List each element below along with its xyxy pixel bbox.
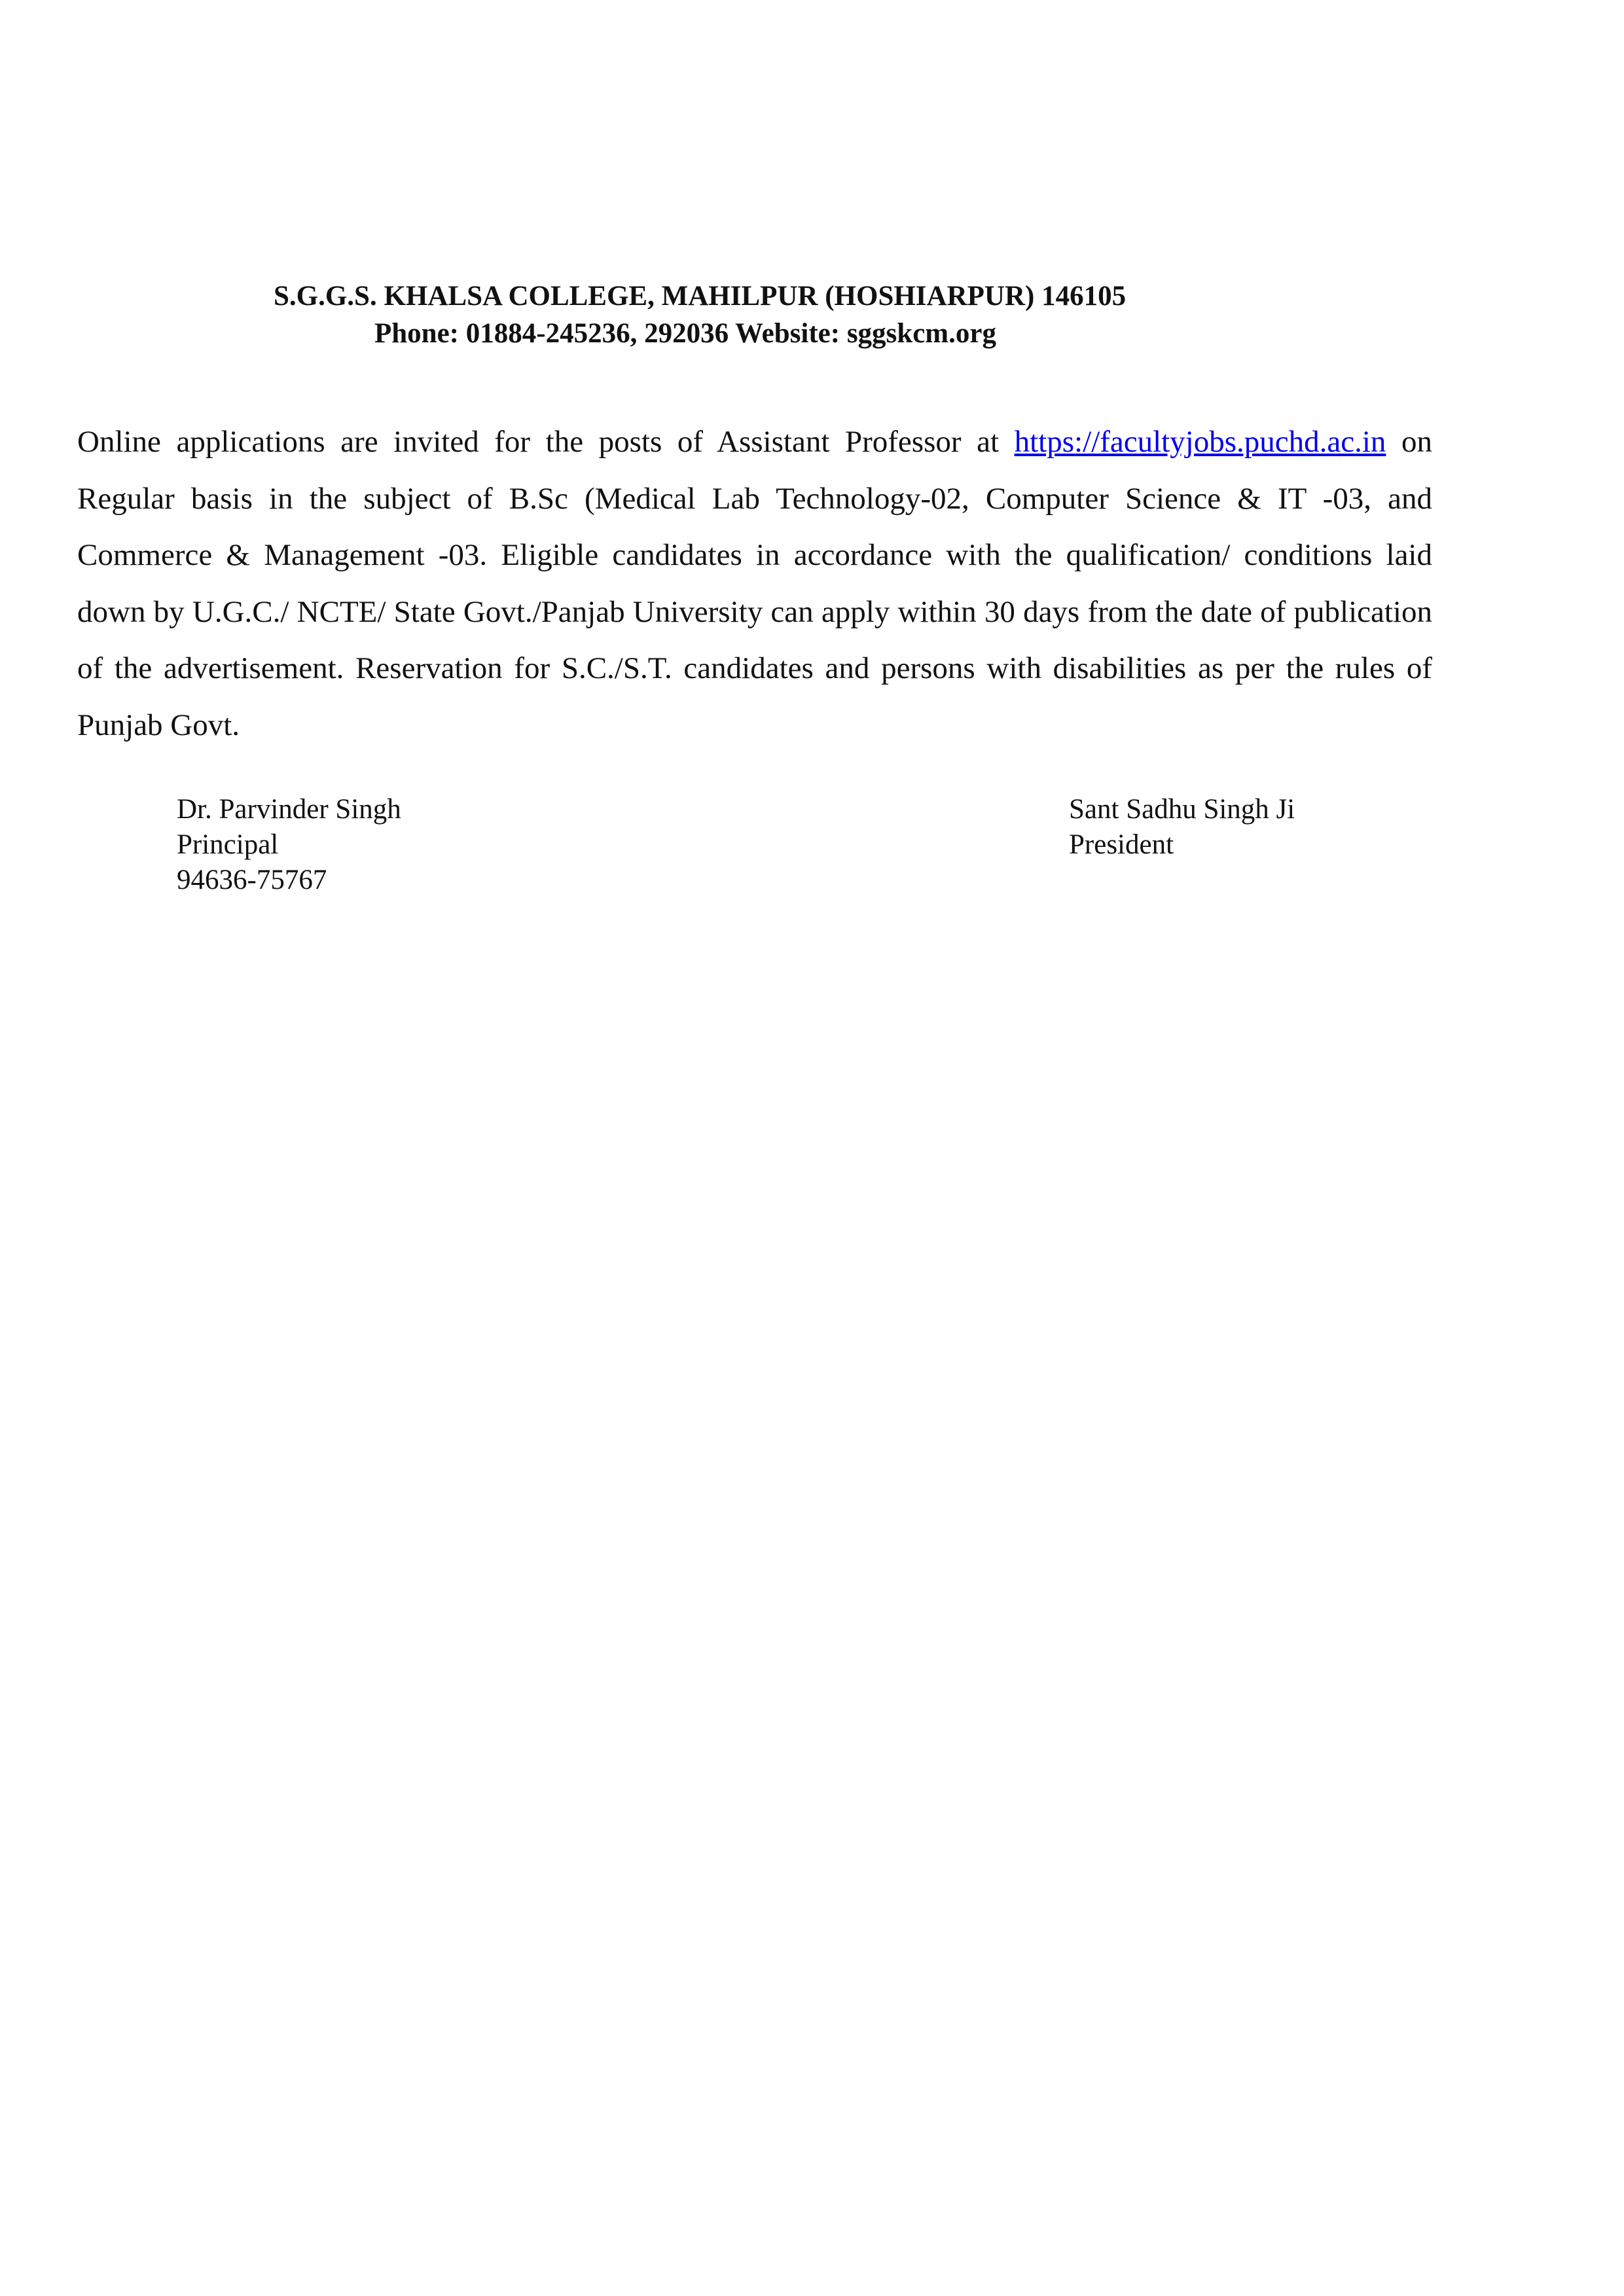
president-name: Sant Sadhu Singh Ji xyxy=(1069,794,1295,825)
college-name-heading: S.G.G.S. KHALSA COLLEGE, MAHILPUR (HOSHIARPUR) 146105 xyxy=(274,281,1127,312)
notice-text-rest: on Regular basis in the subject of B.Sc (Medical Lab Technology-02, Computer Science & IT -03, and Commerce & Management -03. Eligible candidates in accordance with the qualification/ conditions laid down by U.G.C./ NCTE/ State Govt./Panjab University can apply within 30 days from the date of publication of the advertisement. Reservation for S.C./S.T. candidates and persons with disabilities as per the rules of Punjab Govt. xyxy=(77,425,1433,742)
faculty-jobs-link[interactable]: https://facultyjobs.puchd.ac.in xyxy=(1014,425,1386,459)
principal-signature-block xyxy=(177,792,401,898)
notice-paragraph xyxy=(77,414,1432,753)
principal-name: Dr. Parvinder Singh xyxy=(177,794,401,825)
principal-designation: Principal xyxy=(177,829,279,860)
president-designation: President xyxy=(1069,829,1174,860)
president-signature-block xyxy=(1069,792,1295,863)
principal-phone: 94636-75767 xyxy=(177,865,327,895)
college-contact-heading: Phone: 01884-245236, 292036 Website: sggskcm.org xyxy=(374,318,996,349)
notice-text-start: Online applications are invited for the posts of Assistant Professor at xyxy=(77,425,1015,459)
